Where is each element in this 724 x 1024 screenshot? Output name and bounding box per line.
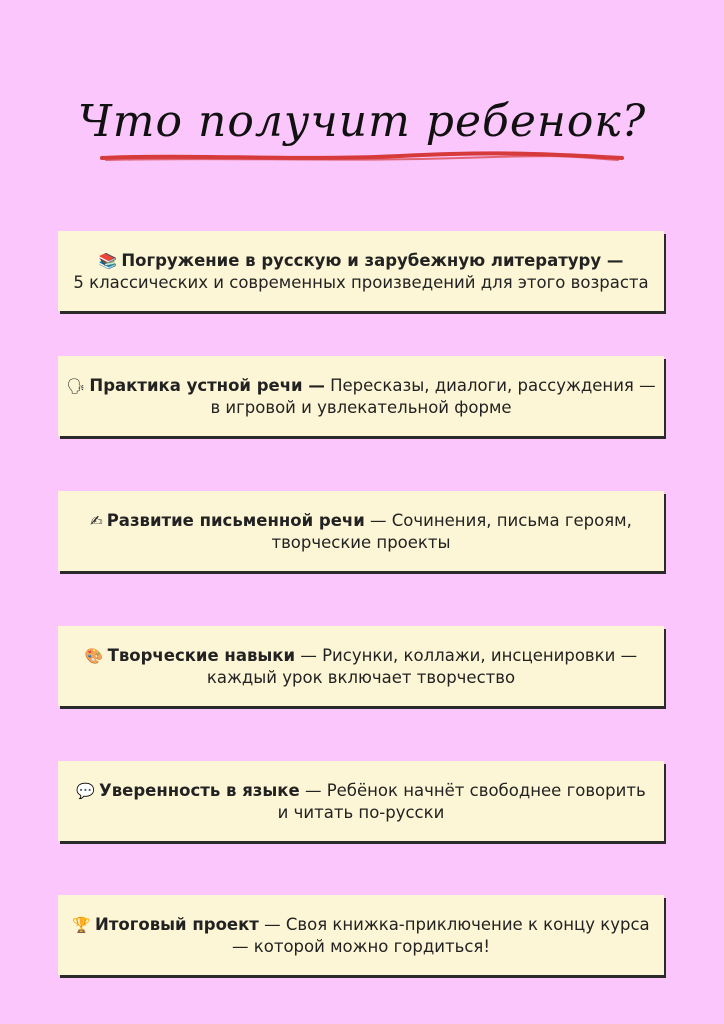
books-icon: 📚 <box>98 251 118 270</box>
card-heading: Творческие навыки <box>107 645 296 665</box>
feature-card-confidence <box>58 761 664 841</box>
card-text: — Рисунки, коллажи, инсценировки — каждый урок включает творчество <box>206 645 638 687</box>
speaking-head-icon: 🗣 <box>66 376 86 395</box>
card-text: — Сочинения, письма героям, творческие проекты <box>271 510 632 552</box>
feature-card-literature <box>58 231 664 311</box>
feature-card-writing <box>58 491 664 571</box>
card-text: — Своя книжка-приключение к концу курса — которой можно гордиться! <box>232 914 650 956</box>
feature-card-creative <box>58 626 664 706</box>
trophy-icon: 🏆 <box>72 915 92 934</box>
feature-card-final-project <box>58 895 664 975</box>
card-text: 5 классических и современных произведений для этого возраста <box>73 272 649 292</box>
card-heading: Погружение в русскую и зарубежную литературу — <box>121 250 624 270</box>
writing-hand-icon: ✍ <box>90 511 103 530</box>
title-underline <box>100 150 625 164</box>
card-text: — Ребёнок начнёт свободнее говорить и читать по-русски <box>277 780 646 822</box>
page-title: Что получит ребенок? <box>77 96 647 147</box>
feature-card-speaking <box>58 356 664 436</box>
palette-icon: 🎨 <box>84 646 104 665</box>
title-block <box>0 88 724 178</box>
card-text: Пересказы, диалоги, рассуждения — в игровой и увлекательной форме <box>210 375 656 417</box>
speech-bubble-icon: 💬 <box>76 781 95 800</box>
card-heading: Уверенность в языке <box>99 780 300 800</box>
card-heading: Практика устной речи — <box>89 375 325 395</box>
card-heading: Развитие письменной речи <box>106 510 365 530</box>
card-heading: Итоговый проект <box>95 914 259 934</box>
